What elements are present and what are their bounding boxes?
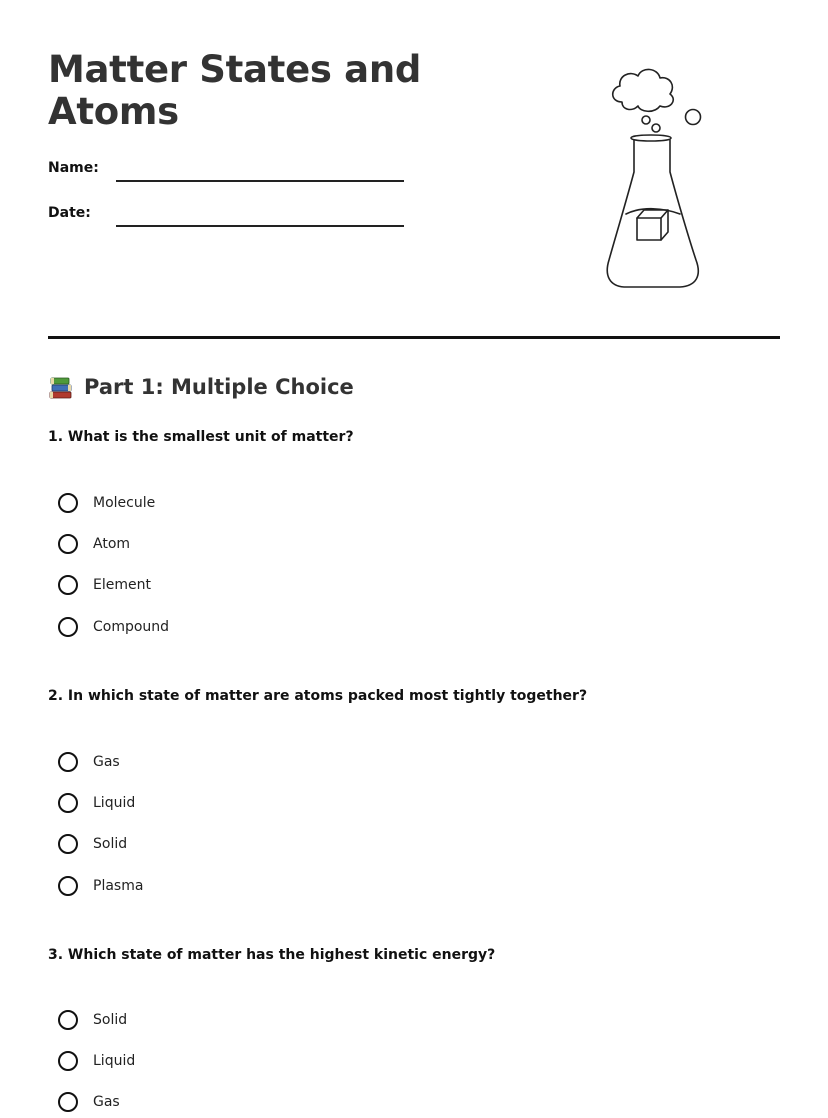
radio-button[interactable] xyxy=(58,1051,78,1071)
part1-heading xyxy=(48,374,354,400)
option-q1-element[interactable] xyxy=(58,572,358,598)
option-label: Liquid xyxy=(93,1053,136,1069)
radio-button[interactable] xyxy=(58,617,78,637)
flask-with-cube-icon xyxy=(588,62,718,294)
option-label: Plasma xyxy=(93,878,144,894)
worksheet-header xyxy=(48,0,780,338)
option-label: Gas xyxy=(93,1094,120,1110)
header-divider xyxy=(48,336,780,339)
radio-button[interactable] xyxy=(58,752,78,772)
option-label: Molecule xyxy=(93,495,156,511)
date-input-line[interactable] xyxy=(116,225,404,227)
option-q2-solid[interactable] xyxy=(58,831,358,857)
question-1 xyxy=(48,428,780,635)
option-q1-atom[interactable] xyxy=(58,531,358,557)
question-2-text: 2. In which state of matter are atoms packed most tightly together? xyxy=(48,688,588,704)
radio-button[interactable] xyxy=(58,575,78,595)
question-3 xyxy=(48,946,780,1110)
date-field xyxy=(48,203,408,227)
page-title: Matter States and Atoms xyxy=(48,48,422,133)
option-q2-liquid[interactable] xyxy=(58,790,358,816)
option-q2-gas[interactable] xyxy=(58,749,358,775)
radio-button[interactable] xyxy=(58,1092,78,1112)
option-q1-compound[interactable] xyxy=(58,614,358,640)
part1-title: Part 1: Multiple Choice xyxy=(84,375,354,399)
radio-button[interactable] xyxy=(58,793,78,813)
option-label: Compound xyxy=(93,619,170,635)
option-label: Gas xyxy=(93,754,120,770)
option-label: Solid xyxy=(93,836,128,852)
name-field xyxy=(48,158,408,182)
option-label: Liquid xyxy=(93,795,136,811)
option-label: Solid xyxy=(93,1012,128,1028)
option-q3-liquid[interactable] xyxy=(58,1048,358,1074)
name-label: Name: xyxy=(48,160,99,176)
radio-button[interactable] xyxy=(58,876,78,896)
books-icon xyxy=(48,374,74,400)
option-q2-plasma[interactable] xyxy=(58,873,358,899)
option-label: Atom xyxy=(93,536,131,552)
option-label: Element xyxy=(93,577,151,593)
option-q3-gas[interactable] xyxy=(58,1089,358,1115)
question-3-text: 3. Which state of matter has the highest kinetic energy? xyxy=(48,947,496,963)
date-label: Date: xyxy=(48,205,91,221)
question-1-text: 1. What is the smallest unit of matter? xyxy=(48,429,354,445)
worksheet-page xyxy=(48,0,780,1118)
question-2 xyxy=(48,687,780,894)
name-input-line[interactable] xyxy=(116,180,404,182)
option-q1-molecule[interactable] xyxy=(58,490,358,516)
option-q3-solid[interactable] xyxy=(58,1007,358,1033)
radio-button[interactable] xyxy=(58,834,78,854)
radio-button[interactable] xyxy=(58,1010,78,1030)
radio-button[interactable] xyxy=(58,534,78,554)
radio-button[interactable] xyxy=(58,493,78,513)
